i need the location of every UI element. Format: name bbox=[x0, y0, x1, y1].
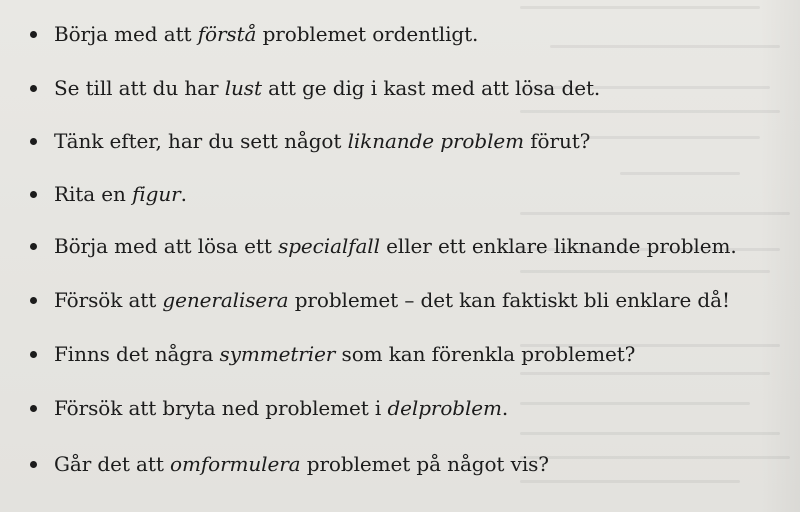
list-item-text: Finns det några symmetrier som kan förenkla problemet? bbox=[54, 342, 636, 366]
list-item-text: Tänk efter, har du sett något liknande problem förut? bbox=[54, 129, 591, 153]
page-edge-shadow bbox=[760, 0, 800, 512]
list-item bbox=[30, 396, 508, 420]
bullet-icon bbox=[30, 85, 37, 92]
list-item bbox=[30, 288, 730, 312]
list-item-text: Går det att omformulera problemet på något vis? bbox=[54, 452, 549, 476]
list-item bbox=[30, 342, 635, 366]
list-item-text: Försök att bryta ned problemet i delproblem. bbox=[54, 396, 509, 420]
bullet-icon bbox=[30, 31, 37, 38]
bullet-icon bbox=[30, 405, 37, 412]
list-item-text: Se till att du har lust att ge dig i kast med att lösa det. bbox=[54, 76, 601, 100]
list-item bbox=[30, 129, 590, 153]
list-item-text: Rita en figur. bbox=[54, 182, 187, 206]
bullet-icon bbox=[30, 351, 37, 358]
list-item-text: Försök att generalisera problemet – det kan faktiskt bli enklare då! bbox=[54, 288, 730, 312]
list-item bbox=[30, 452, 549, 476]
list-item bbox=[30, 76, 600, 100]
bullet-icon bbox=[30, 138, 37, 145]
bullet-icon bbox=[30, 243, 37, 250]
list-item-text: Börja med att förstå problemet ordentligt. bbox=[54, 22, 479, 46]
bullet-icon bbox=[30, 461, 37, 468]
list-item bbox=[30, 22, 478, 46]
list-item-text: Börja med att lösa ett specialfall eller ett enklare liknande problem. bbox=[54, 234, 737, 258]
bullet-icon bbox=[30, 297, 37, 304]
list-item bbox=[30, 182, 187, 206]
list-item bbox=[30, 234, 737, 258]
bullet-icon bbox=[30, 191, 37, 198]
